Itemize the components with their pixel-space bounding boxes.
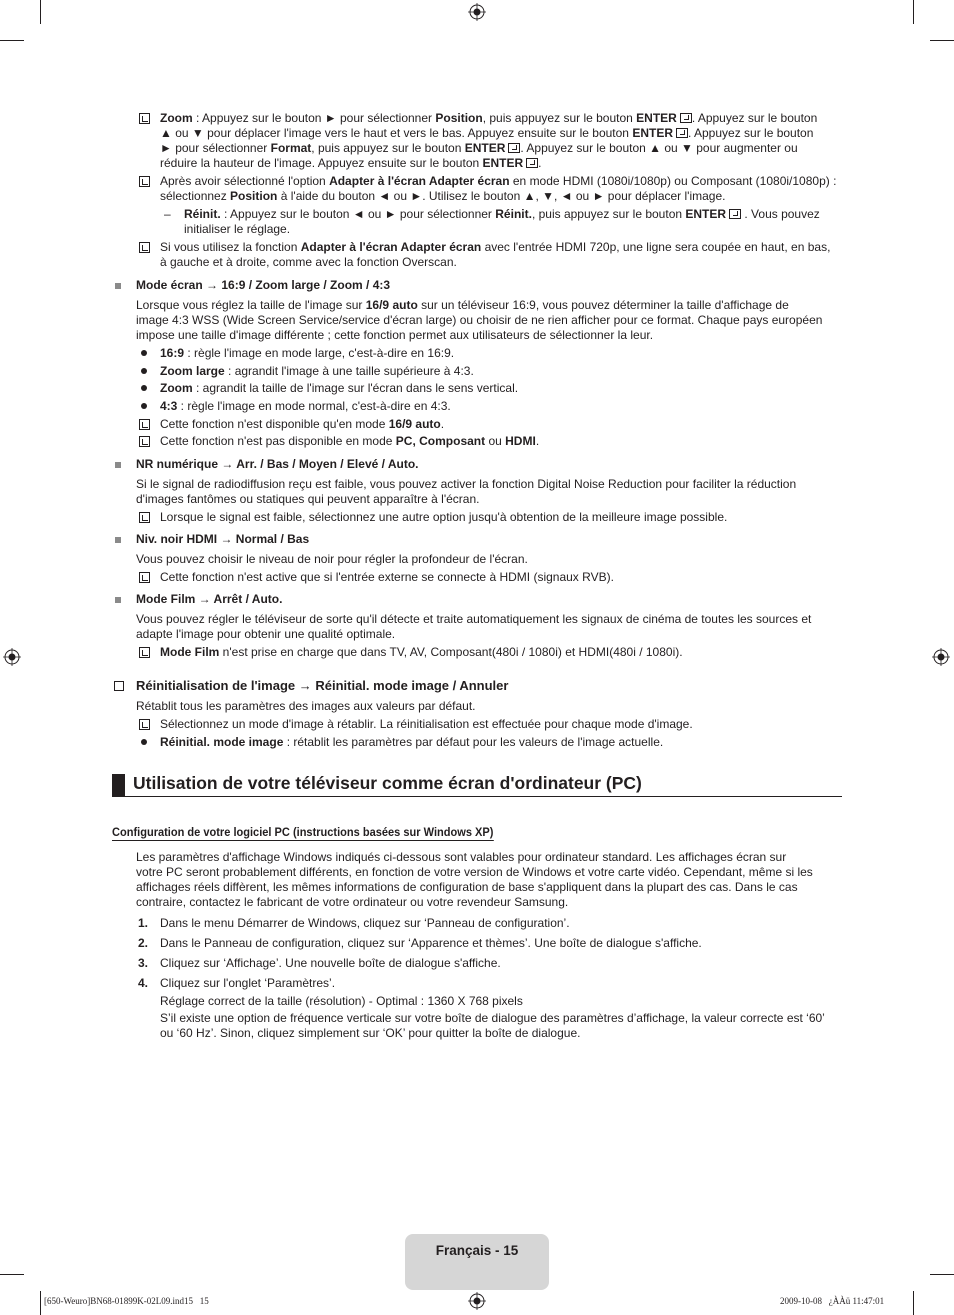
checkbox-bullet-icon: [114, 681, 124, 691]
square-bullet-icon: [115, 537, 121, 543]
bullet-icon: [141, 403, 147, 409]
mode-ecran-note-1: Cette fonction n'est disponible qu'en mode 16/9 auto.: [160, 417, 445, 431]
enter-icon: [676, 128, 688, 138]
list-item: 16:9 : règle l'image en mode large, c'est-à-dire en 16:9.: [160, 346, 455, 360]
step-text: Dans le Panneau de configuration, cliquez sur ‘Apparence et thèmes’. Une boîte de dialogue s'affiche.: [160, 936, 702, 950]
bullet-icon: [141, 739, 147, 745]
bullet-icon: [141, 368, 147, 374]
note-icon: [139, 512, 150, 523]
reinit-subnote: Réinit. : Appuyez sur le bouton ◄ ou ► pour sélectionner Réinit., puis appuyez sur le bouton ENTER . Vous pouvez initialiser le réglage.: [184, 207, 820, 236]
config-desc: Les paramètres d'affichage Windows indiqués ci-dessous sont valables pour ordinateur standard. Les affichages écran sur votre PC seront probablement différents, en fonction de votre version de Windows et votre carte vidéo. Cependant, même si les affichages réels diffèrent, les mêmes informations de configuration de base s'appliquent dans la plupart des cas. Dans le cas contraire, contactez le fabricant de votre ordinateur ou votre revendeur Samsung.: [136, 850, 813, 909]
step-text: Cliquez sur ‘Affichage’. Une nouvelle boîte de dialogue s'affiche.: [160, 956, 501, 970]
list-item: Zoom : agrandit la taille de l'image sur l'écran dans le sens vertical.: [160, 381, 519, 395]
note-icon: [139, 113, 150, 124]
config-title: Configuration de votre logiciel PC (instructions basées sur Windows XP): [112, 825, 494, 839]
mode-ecran-note-2: Cette fonction n'est pas disponible en mode PC, Composant ou HDMI.: [160, 434, 540, 448]
reinit-desc: Rétablit tous les paramètres des images aux valeurs par défaut.: [136, 699, 476, 713]
niv-noir-title: Niv. noir HDMI → Normal / Bas: [136, 532, 310, 546]
enter-icon: [508, 143, 520, 153]
step-number: 1.: [138, 916, 149, 930]
adapter-note: Après avoir sélectionné l'option Adapter à l'écran Adapter écran en mode HDMI (1080i/1080p) ou Composant (1080i/1080p) : sélectionnez Position à l'aide du bouton ◄ ou ►. Utilisez le bouton ▲, ▼, ◄ ou ► pour déplacer l'image.: [160, 174, 837, 203]
reinit-dash: –: [164, 207, 171, 221]
step-number: 3.: [138, 956, 149, 970]
enter-icon: [729, 209, 741, 219]
registration-mark-icon: [468, 1292, 486, 1310]
page-label: Français - 15: [435, 1243, 519, 1258]
reinit-note: Sélectionnez un mode d'image à rétablir. La réinitialisation est effectuée pour chaque mode d'image.: [160, 717, 693, 731]
mode-ecran-title: Mode écran → 16:9 / Zoom large / Zoom / 4:3: [136, 278, 391, 292]
bullet-icon: [141, 385, 147, 391]
note-icon: [139, 572, 150, 583]
registration-mark-icon: [932, 648, 950, 666]
note-icon: [139, 436, 150, 447]
enter-icon: [680, 113, 692, 123]
note-icon: [139, 647, 150, 658]
mode-film-note: Mode Film n'est prise en charge que dans TV, AV, Composant(480i / 1080i) et HDMI(480i / 1080i).: [160, 645, 683, 659]
hdmi720-note: Si vous utilisez la fonction Adapter à l'écran Adapter écran avec l'entrée HDMI 720p, une ligne sera coupée en haut, en bas, à gauche et à droite, comme avec la fonction Overscan.: [160, 240, 831, 269]
mode-film-desc: Vous pouvez régler le téléviseur de sorte qu'il détecte et traite automatiquement les signaux de cinéma de toutes les sources et adapte l'image pour obtenir une qualité optimale.: [136, 612, 812, 641]
nr-desc: Si le signal de radiodiffusion reçu est faible, vous pouvez activer la fonction Digital Noise Reduction pour faciliter la réduction d'images fantômes ou statiques qui peuvent apparaître à l'écran.: [136, 477, 797, 506]
reinit-title: Réinitialisation de l'image → Réinitial. mode image / Annuler: [136, 678, 509, 693]
nr-note: Lorsque le signal est faible, sélectionnez une autre option jusqu'à obtention de la meilleure image possible.: [160, 510, 728, 524]
file-info: [650-Weuro]BN68-01899K-02L09.ind15 15: [44, 1296, 209, 1306]
reinit-bullet: Réinitial. mode image : rétablit les paramètres par défaut pour les valeurs de l'image actuelle.: [160, 735, 664, 749]
zoom-note: Zoom : Appuyez sur le bouton ► pour sélectionner Position, puis appuyez sur le bouton ENTER . Appuyez sur le bouton ▲ ou ▼ pour déplacer l'image vers le haut et vers le bas. Appuyez ensuite sur le bouton ENTER . Appuyez sur le bouton ► pour sélectionner Format, puis appuyez sur le bouton ENTER . Appuyez sur le bouton ▲ ou ▼ pour augmenter ou réduire la hauteur de l'image. Appuyez ensuite sur le bouton ENTER .: [160, 111, 818, 170]
mode-ecran-desc: Lorsque vous réglez la taille de l'image sur 16/9 auto sur un téléviseur 16:9, vous pouvez déterminer la taille d'affichage de image 4:3 WSS (Wide Screen Service/service d'écran large) ou choisir de ne rien afficher pour ce format. Chaque pays européen impose une taille d'image différente ; cette fonction permet aux utilisateurs de sélectionner la leur.: [136, 298, 823, 342]
note-icon: [139, 719, 150, 730]
registration-mark-icon: [3, 648, 21, 666]
list-item: Zoom large : agrandit l'image à une taille supérieure à 4:3.: [160, 364, 474, 378]
square-bullet-icon: [115, 597, 121, 603]
note-icon: [139, 176, 150, 187]
note-icon: [139, 419, 150, 430]
mode-film-title: Mode Film → Arrêt / Auto.: [136, 592, 283, 606]
registration-mark-icon: [468, 3, 486, 21]
bullet-icon: [141, 350, 147, 356]
square-bullet-icon: [115, 462, 121, 468]
niv-noir-desc: Vous pouvez choisir le niveau de noir pour régler la profondeur de l'écran.: [136, 552, 528, 566]
nr-title: NR numérique → Arr. / Bas / Moyen / Elevé / Auto.: [136, 457, 419, 471]
note-icon: [139, 242, 150, 253]
step-number: 4.: [138, 976, 149, 990]
square-bullet-icon: [115, 283, 121, 289]
enter-icon: [526, 158, 538, 168]
niv-noir-note: Cette fonction n'est active que si l'entrée externe se connecte à HDMI (signaux RVB).: [160, 570, 614, 584]
step-number: 2.: [138, 936, 149, 950]
step-text: Dans le menu Démarrer de Windows, cliquez sur ‘Panneau de configuration’.: [160, 916, 570, 930]
step-text: Cliquez sur l'onglet ‘Paramètres’. Réglage correct de la taille (résolution) - Optimal : 1360 X 768 pixels S’il existe une option de fréquence verticale sur votre boîte de dialogue des paramètres d’affichage, la valeur correcte est ‘60’ ou ‘60 Hz’. Sinon, cliquez simplement sur ‘OK’ pour quitter la boîte de dialogue.: [160, 976, 825, 1040]
section-marker: [112, 774, 125, 796]
section-rule: [112, 796, 842, 797]
list-item: 4:3 : règle l'image en mode normal, c'est-à-dire en 4:3.: [160, 399, 451, 413]
timestamp: 2009-10-08 ¿ÀÀü 11:47:01: [780, 1296, 885, 1306]
section-title: Utilisation de votre téléviseur comme écran d'ordinateur (PC): [133, 773, 642, 793]
